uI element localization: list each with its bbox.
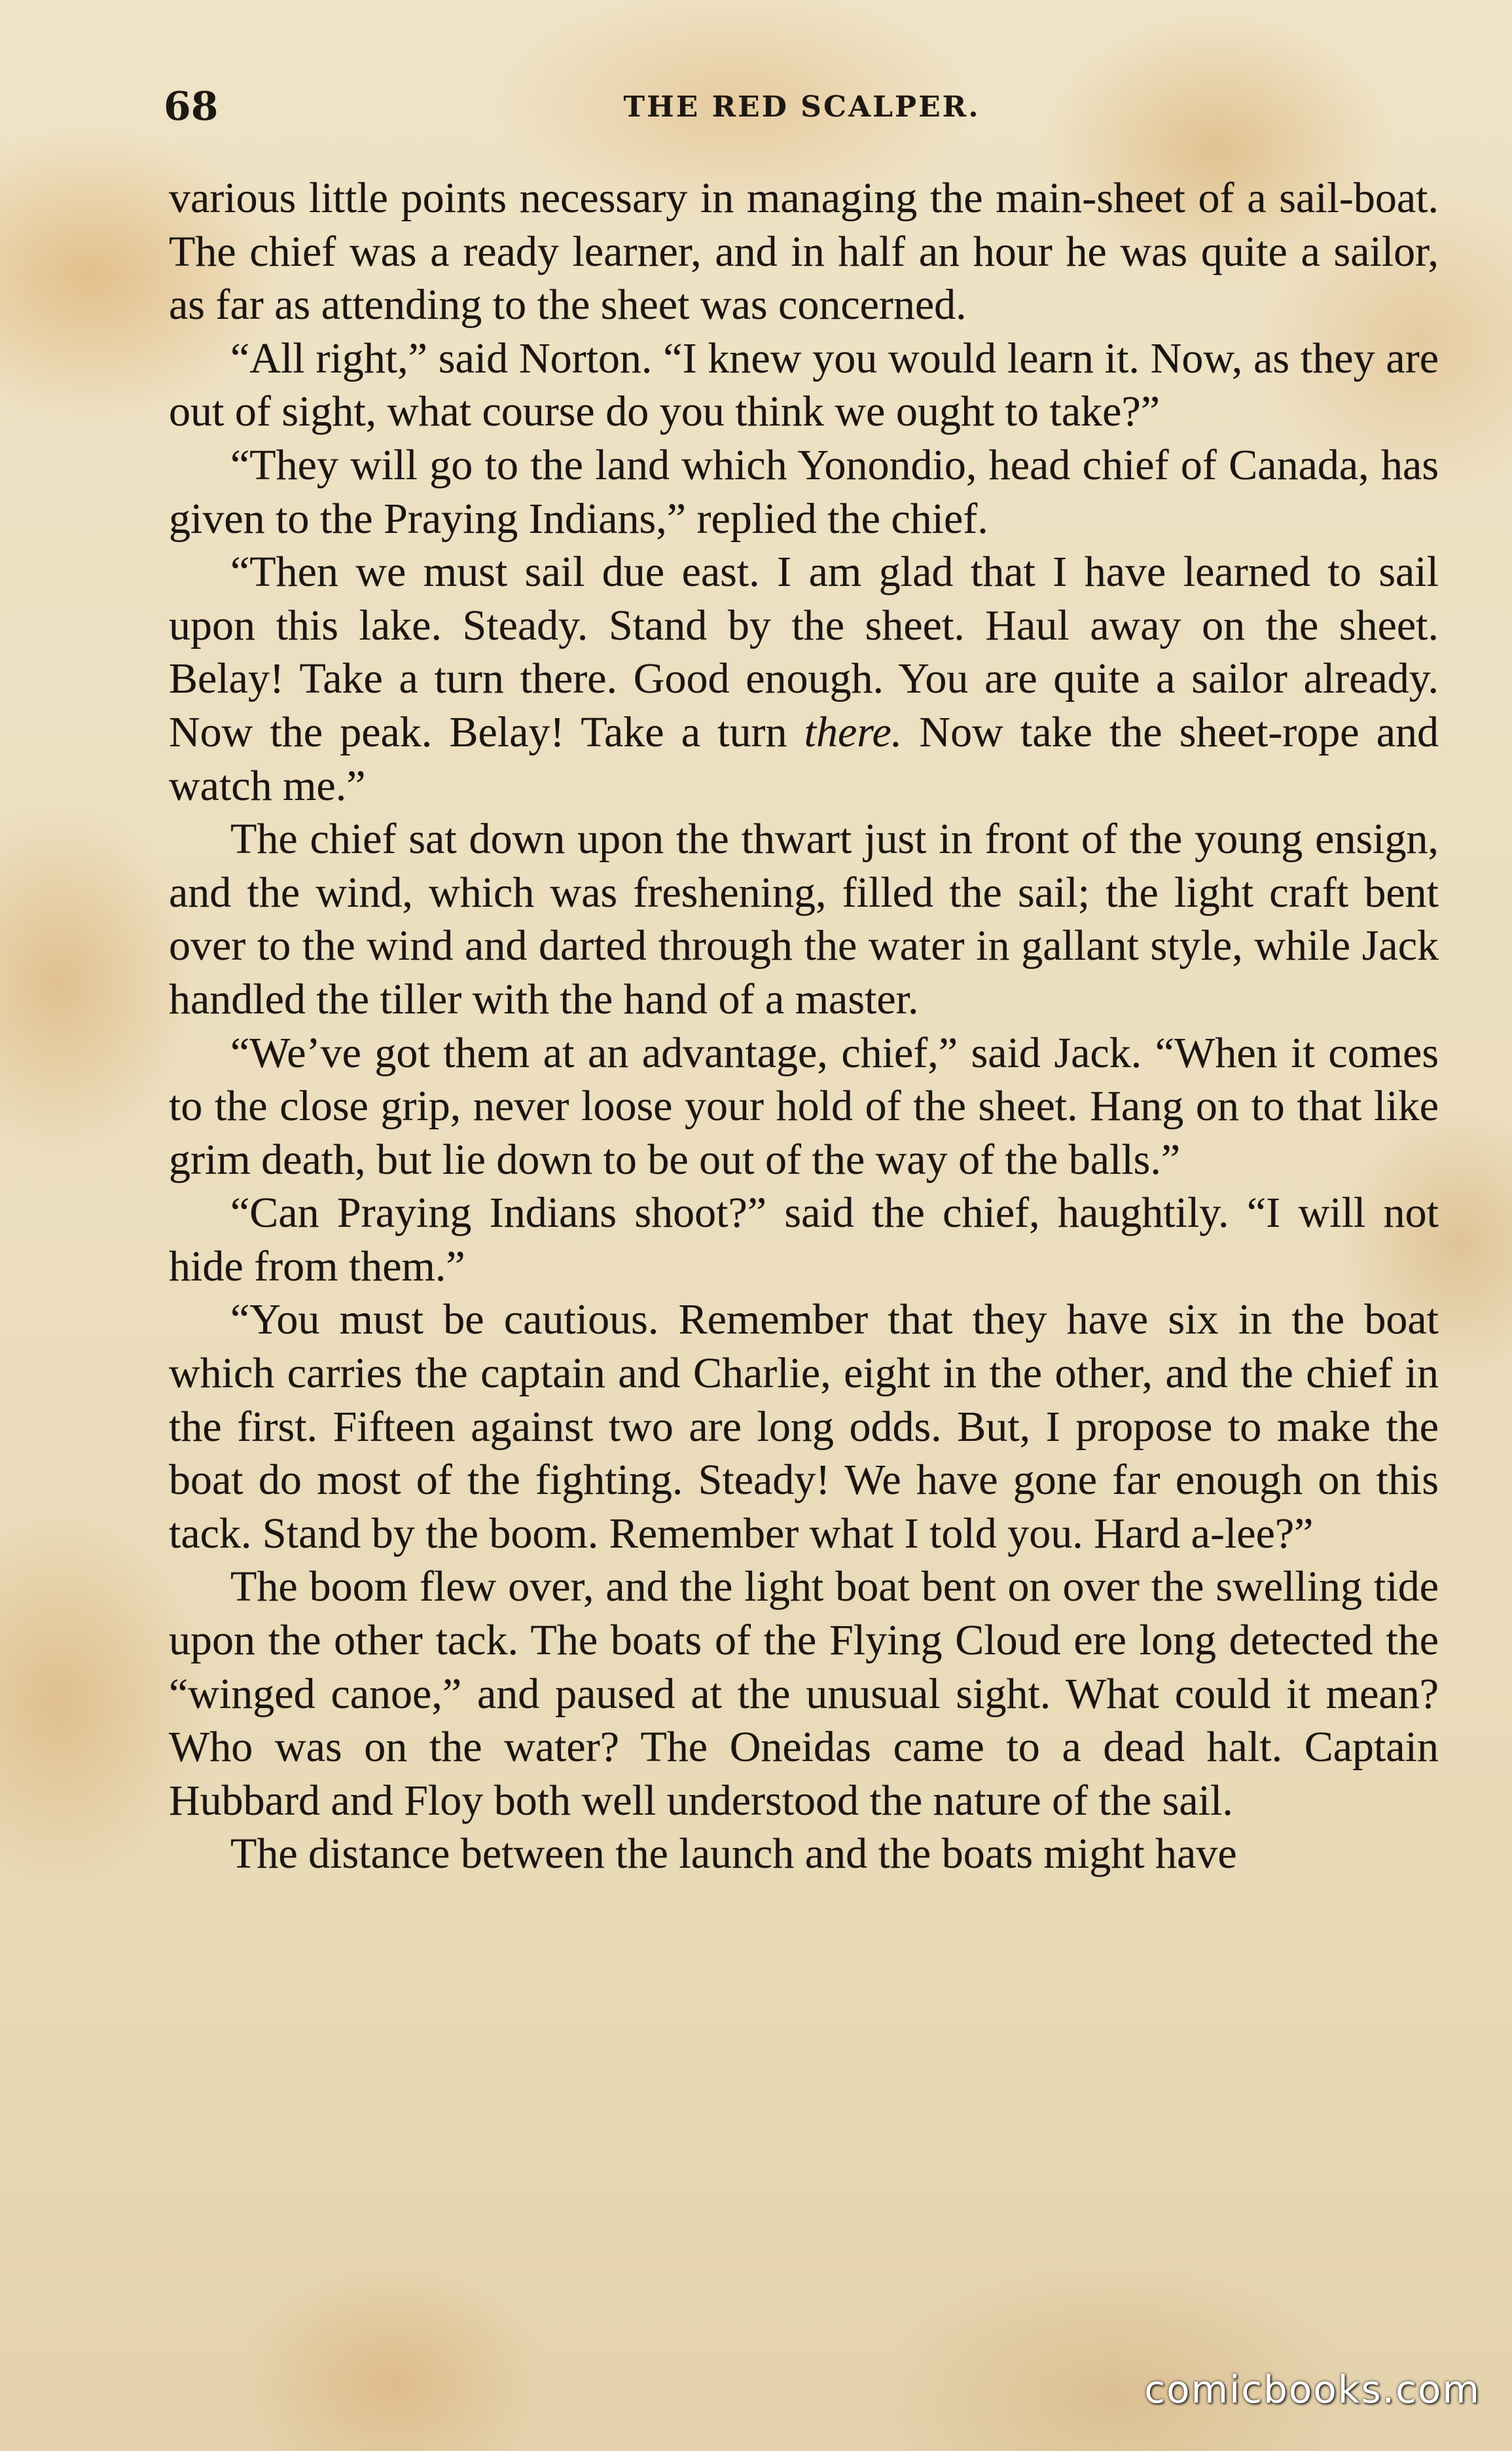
paragraph: The distance between the launch and the boats might have bbox=[230, 1830, 1237, 1878]
paragraph: “Can Praying Indians shoot?” said the chief, haughtily. “I will not hide from them.” bbox=[169, 1189, 1439, 1290]
page-header bbox=[164, 84, 1440, 136]
paragraph-text: “Then we must sail due east. I am glad that I have learned to sail upon this lake. Steady. Stand by the sheet. Haul away on the sheet. Belay! Take a turn there. Good enough. You are quite a sailor already. Now the peak. Belay! Take a turn bbox=[169, 548, 1439, 756]
paragraph: “You must be cautious. Remember that they have six in the boat which carries the captain and Charlie, eight in the other, and the chief in the first. Fifteen against two are long odds. But, I propose to make the boat do most of the fighting. Steady! We have gone far enough on this tack. Stand by the boom. Remember what I told you. Hard a-lee?” bbox=[169, 1296, 1439, 1557]
emphasis-text: there. bbox=[804, 708, 903, 756]
running-head: THE RED SCALPER. bbox=[623, 90, 981, 124]
paragraph: The chief sat down upon the thwart just in front of the young ensign, and the wind, which was freshening, filled the sail; the light craft bent over to the wind and darted through the water in gallant style, while Jack handled the tiller with the hand of a master. bbox=[169, 815, 1439, 1023]
paragraph: “All right,” said Norton. “I knew you would learn it. Now, as they are out of sight, what course do you think we ought to take?” bbox=[169, 334, 1439, 436]
body-text bbox=[169, 172, 1439, 1881]
watermark: comicbooks.com bbox=[1144, 2367, 1481, 2412]
paragraph: various little points necessary in managing the main-sheet of a sail-boat. The chief was a ready learner, and in half an hour he was quite a sailor, as far as attending to the sheet was concerned. bbox=[169, 174, 1439, 329]
paragraph: “They will go to the land which Yonondio, head chief of Canada, has given to the Praying Indians,” replied the chief. bbox=[169, 441, 1439, 543]
page-number: 68 bbox=[164, 84, 219, 130]
paragraph bbox=[169, 545, 1439, 812]
paragraph: The boom flew over, and the light boat bent on over the swelling tide upon the other tack. The boats of the Flying Cloud ere long detected the “winged canoe,” and paused at the unusual sight. What could it mean? Who was on the water? The Oneidas came to a dead halt. Captain Hubbard and Floy both well understood the nature of the sail. bbox=[169, 1563, 1439, 1825]
paragraph-text: Now take the sheet-rope and watch me.” bbox=[169, 708, 1439, 810]
paragraph: “We’ve got them at an advantage, chief,” said Jack. “When it comes to the close grip, never loose your hold of the sheet. Hang on to that like grim death, but lie down to be out of the way of the balls.” bbox=[169, 1028, 1439, 1184]
